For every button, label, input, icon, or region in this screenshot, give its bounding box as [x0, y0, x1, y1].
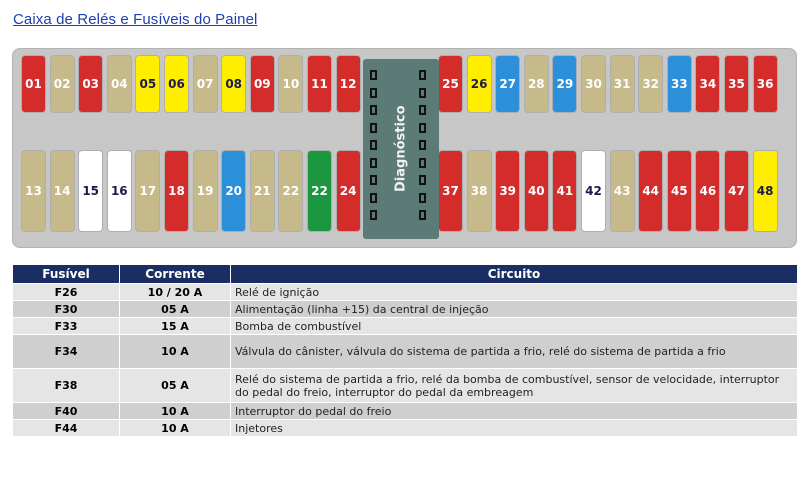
current-cell: 05 A: [120, 301, 231, 318]
fuse-id-cell: F40: [13, 403, 120, 420]
fuse-46: 46: [696, 151, 719, 231]
fuse-16: 16: [108, 151, 131, 231]
fuse-05: 05: [136, 56, 159, 112]
circuit-cell: Interruptor do pedal do freio: [231, 403, 798, 420]
fuse-38: 38: [468, 151, 491, 231]
fuse-id-cell: F44: [13, 420, 120, 437]
fuse-28: 28: [525, 56, 548, 112]
fuse-17: 17: [136, 151, 159, 231]
fuse-24: 24: [337, 151, 360, 231]
circuit-cell: Injetores: [231, 420, 798, 437]
diagnostic-pin: [419, 123, 426, 133]
fuse-21: 21: [251, 151, 274, 231]
circuit-cell: Alimentação (linha +15) da central de injeção: [231, 301, 798, 318]
fuse-41: 41: [553, 151, 576, 231]
fuse-22: 22: [308, 151, 331, 231]
fuse-15: 15: [79, 151, 102, 231]
fuse-25: 25: [439, 56, 462, 112]
fuse-table: [12, 264, 798, 437]
diagnostic-pin: [370, 210, 377, 220]
fuse-id-cell: F33: [13, 318, 120, 335]
header-corrente: Corrente: [120, 265, 231, 284]
diagnostic-pin: [370, 70, 377, 80]
fuse-19: 19: [194, 151, 217, 231]
diagnostic-pin: [370, 140, 377, 150]
fuse-47: 47: [725, 151, 748, 231]
current-cell: 10 / 20 A: [120, 284, 231, 301]
diagnostic-pin: [370, 158, 377, 168]
table-row: [13, 335, 798, 369]
circuit-cell: Relé do sistema de partida a frio, relé da bomba de combustível, sensor de velocidade, interruptor do pedal do freio, interruptor do pedal da embreagem: [231, 369, 798, 403]
fuse-08: 08: [222, 56, 245, 112]
diagnostic-pin: [419, 140, 426, 150]
fuse-34: 34: [696, 56, 719, 112]
fuse-44: 44: [639, 151, 662, 231]
fuse-32: 32: [639, 56, 662, 112]
current-cell: 15 A: [120, 318, 231, 335]
table-row: [13, 318, 798, 335]
fuse-37: 37: [439, 151, 462, 231]
page-title-link[interactable]: Caixa de Relés e Fusíveis do Painel: [13, 11, 258, 28]
diagnostic-pin: [419, 105, 426, 115]
header-fusivel: Fusível: [13, 265, 120, 284]
circuit-cell: Relé de ignição: [231, 284, 798, 301]
fuse-39: 39: [496, 151, 519, 231]
diagnostic-pin: [370, 193, 377, 203]
fuse-box-panel: [12, 48, 797, 248]
circuit-cell: Válvula do cânister, válvula do sistema de partida a frio, relé do sistema de partida a frio: [231, 335, 798, 369]
table-row: [13, 301, 798, 318]
fuse-10: 10: [279, 56, 302, 112]
fuse-09: 09: [251, 56, 274, 112]
current-cell: 10 A: [120, 335, 231, 369]
fuse-06: 06: [165, 56, 188, 112]
table-row: [13, 284, 798, 301]
current-cell: 10 A: [120, 420, 231, 437]
diagnostic-pin: [370, 88, 377, 98]
current-cell: 10 A: [120, 403, 231, 420]
fuse-36: 36: [754, 56, 777, 112]
fuse-35: 35: [725, 56, 748, 112]
fuse-33: 33: [668, 56, 691, 112]
fuse-48: 48: [754, 151, 777, 231]
table-header-row: [13, 265, 798, 284]
table-row: [13, 369, 798, 403]
diagnostic-pin: [419, 193, 426, 203]
fuse-07: 07: [194, 56, 217, 112]
fuse-01: 01: [22, 56, 45, 112]
diagnostic-pin: [370, 123, 377, 133]
fuse-27: 27: [496, 56, 519, 112]
fuse-id-cell: F30: [13, 301, 120, 318]
diagnostic-pin: [419, 158, 426, 168]
diagnostic-pin: [370, 175, 377, 185]
fuse-40: 40: [525, 151, 548, 231]
diagnostic-label: Diagnóstico: [393, 105, 409, 193]
fuse-03: 03: [79, 56, 102, 112]
circuit-cell: Bomba de combustível: [231, 318, 798, 335]
fuse-30: 30: [582, 56, 605, 112]
fuse-12: 12: [337, 56, 360, 112]
table-row: [13, 403, 798, 420]
table-row: [13, 420, 798, 437]
diagnostic-pin: [419, 88, 426, 98]
fuse-id-cell: F26: [13, 284, 120, 301]
current-cell: 05 A: [120, 369, 231, 403]
fuse-04: 04: [108, 56, 131, 112]
fuse-14: 14: [51, 151, 74, 231]
fuse-22: 22: [279, 151, 302, 231]
fuse-13: 13: [22, 151, 45, 231]
fuse-26: 26: [468, 56, 491, 112]
fuse-id-cell: F38: [13, 369, 120, 403]
fuse-42: 42: [582, 151, 605, 231]
fuse-02: 02: [51, 56, 74, 112]
fuse-18: 18: [165, 151, 188, 231]
fuse-31: 31: [611, 56, 634, 112]
diagnostic-pin: [419, 210, 426, 220]
fuse-11: 11: [308, 56, 331, 112]
diagnostic-pin: [419, 175, 426, 185]
diagnostic-pin: [370, 105, 377, 115]
fuse-45: 45: [668, 151, 691, 231]
header-circuito: Circuito: [231, 265, 798, 284]
diagnostic-pin: [419, 70, 426, 80]
fuse-29: 29: [553, 56, 576, 112]
fuse-43: 43: [611, 151, 634, 231]
fuse-id-cell: F34: [13, 335, 120, 369]
fuse-20: 20: [222, 151, 245, 231]
